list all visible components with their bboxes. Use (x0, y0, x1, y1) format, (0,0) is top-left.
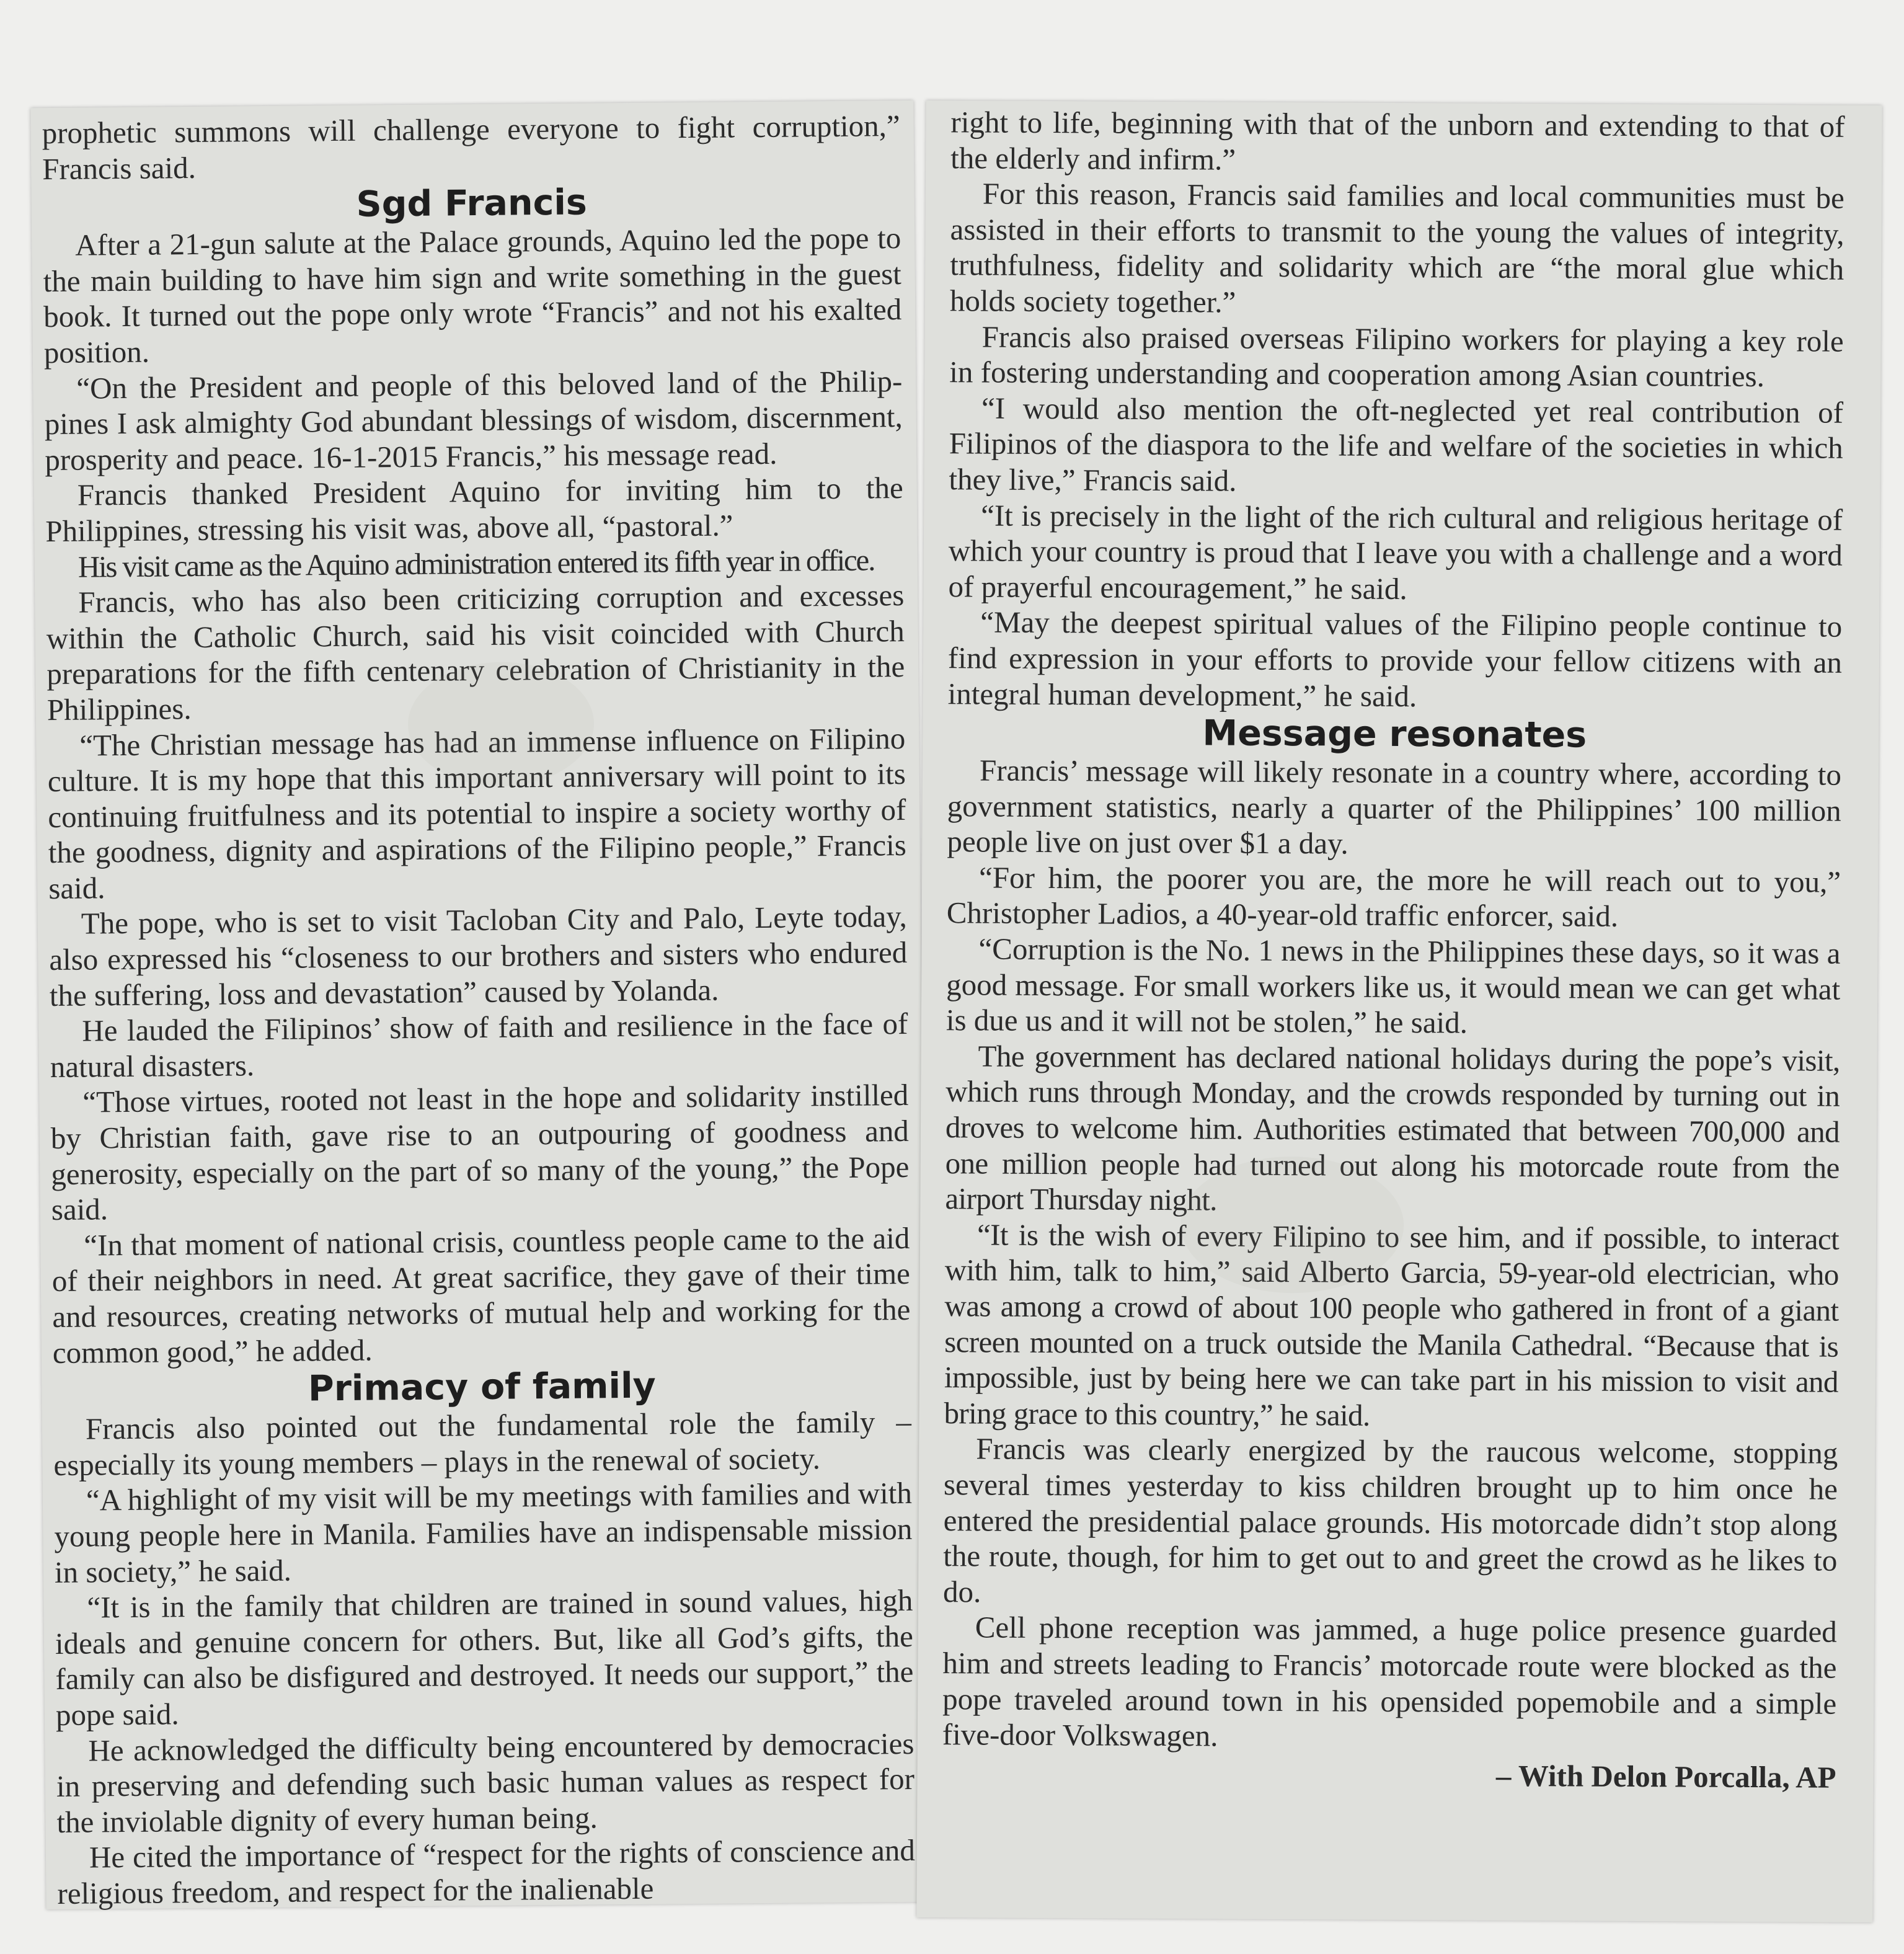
article-paragraph: “The Christian message has had an immense influence on Filipino culture. It is my hope that this important anniversary will point to its continuing fruitfulness and its potential to inspire a society worthy of the goodness, dignity and aspirations of the Filipino people,” Francis said. (47, 721, 907, 905)
subheading-sgd-francis: Sgd Francis (356, 182, 588, 225)
article-paragraph: Francis also pointed out the fundamental role the family – especially its young members – plays in the renewal of society. (53, 1405, 912, 1482)
article-paragraph: Cell phone reception was jammed, a huge police presence guarded him and streets leading to Francis’ motorcade route were blocked as the pope traveled around town in his opensided popemobile and a simple five-door Volkswagen. (942, 1610, 1837, 1753)
article-paragraph: “Those virtues, rooted not least in the hope and solidarity instilled by Christian faith, gave rise to an outpouring of goodness and generosity, especially on the part of so many of the young,” the Pope said. (50, 1078, 910, 1227)
article-paragraph: “I would also mention the oft-neglected yet real contribution of Filipinos of the diaspora to the life and welfare of the societies in which they live,” Francis said. (949, 391, 1844, 498)
article-paragraph: “May the deepest spiritual values of the Filipino people continue to find expression in your efforts to provide your fellow citizens with an integral human development,” he said. (947, 605, 1843, 713)
article-paragraph: For this reason, Francis said families and local communities must be assisted in their efforts to transmit to the young the values of integrity, truthfulness, fidelity and solidarity which are “the moral glue which holds society together.” (949, 176, 1845, 319)
article-paragraph: prophetic summons will challenge everyone to fight corruption,” Francis said. (42, 109, 900, 186)
article-paragraph: Francis, who has also been criticizing corruption and excesses within the Catholic Church, said his visit coincided with Church preparations for the fifth centenary celebration of Christianity in the Philippines. (46, 578, 905, 727)
subheading-primacy-of-family: Primacy of family (308, 1365, 657, 1410)
article-paragraph: “On the President and people of this beloved land of the Philippines I ask almighty God abundant blessings of wisdom, discernment, prosperity and peace. 16-1-2015 Francis,” his message read. (44, 363, 903, 477)
article-paragraph: The pope, who is set to visit Tacloban City and Palo, Leyte today, also expressed his “closeness to our brothers and sisters who endured the suffering, loss and devastation” caused by Yolanda. (49, 899, 908, 1013)
article-paragraph: His visit came as the Aquino administration entered its fifth year in office. (77, 542, 875, 584)
article-paragraph: “It is precisely in the light of the rich cultural and religious heritage of which your country is proud that I leave you with a challenge and a word of prayerful encouragement,” he said. (948, 497, 1843, 606)
article-paragraph: “It is the wish of every Filipino to see him, and if possible, to interact with him, talk to him,” said Alberto Garcia, 59-year-old electrician, who was among a crowd of about 100 people who gathered in front of a giant screen mounted on a truck outside the Manila Cathedral. “Because that is impossible, just by being here we can take part in his mission to visit and bring grace to this country,” he said. (944, 1217, 1840, 1432)
left-clipping (30, 100, 929, 1909)
article-paragraph: The government has declared national holidays during the pope’s visit, which runs through Monday, and the crowds responded by turning out in droves to welcome him. Authorities estimated that between 700,000 and one million people had turned out along his motorcade route from the airport Thursday night. (945, 1039, 1840, 1217)
right-column-text (942, 104, 1844, 1795)
article-paragraph: “It is in the family that children are trained in sound values, high ideals and genuine concern for others. But, like all God’s gifts, the family can also be disfigured and destroyed. It needs our support,” the pope said. (55, 1583, 914, 1732)
article-paragraph: right to life, beginning with that of the unborn and extending to that of the elderly and infirm.” (950, 105, 1845, 177)
paper-stain (1180, 1156, 1404, 1294)
article-paragraph: “Corruption is the No. 1 news in the Philippines these days, so it was a good message. For small workers like us, it would mean we can get what is due us and it will not be stolen,” he said. (945, 931, 1841, 1040)
article-paragraph: Francis’ message will likely resonate in a country where, according to government statistics, nearly a quarter of the Philippines’ 100 million people live on just over $1 a day. (947, 753, 1842, 861)
article-paragraph: Francis thanked President Aquino for inviting him to the Philippines, stressing his visit was, above all, “pastoral.” (45, 471, 903, 549)
bleed-through-headline (484, 0, 1414, 56)
right-clipping (916, 100, 1882, 1922)
article-paragraph: “In that moment of national crisis, countless people came to the aid of their neighbors in need. At great sacrifice, they gave of their time and resources, creating networks of mutual help and working for the common good,” he added. (51, 1220, 911, 1370)
article-paragraph: “A highlight of my visit will be my meetings with families and with young people here in Manila. Families have an indispensable mission in society,” he said. (54, 1476, 913, 1589)
article-paragraph: Francis also praised overseas Filipino workers for playing a key role in fostering understanding and cooperation among Asian countries. (949, 319, 1844, 394)
article-paragraph: He acknowledged the difficulty being encountered by democracies in preserving and defending such basic human values as respect for the inviolable dignity of every human being. (56, 1726, 915, 1839)
article-paragraph: “For him, the poorer you are, the more he will reach out to you,” Christopher Ladios, a 40-year-old traffic enforcer, said. (946, 860, 1841, 934)
byline: – With Delon Porcalla, AP (1495, 1758, 1836, 1795)
article-paragraph: He cited the importance of “respect for the rights of conscience and religious freedom, and respect for the inalienable (57, 1833, 916, 1911)
subheading-message-resonates: Message resonates (1202, 713, 1587, 756)
article-paragraph: Francis was clearly energized by the raucous welcome, stopping several times yesterday to kiss children brought up to him once he entered the presidential palace grounds. His motorcade didn’t stop along the route, though, for him to get out to and greet the crowd as he likes to do. (942, 1431, 1838, 1609)
article-paragraph: He lauded the Filipinos’ show of faith and resilience in the face of natural disasters. (50, 1006, 908, 1084)
left-column-text (42, 108, 915, 1911)
article-paragraph: After a 21-gun salute at the Palace grounds, Aquino led the pope to the main building to have him sign and write something in the guest book. It turned out the pope only wrote “Francis” and not his exalted position. (43, 221, 902, 370)
